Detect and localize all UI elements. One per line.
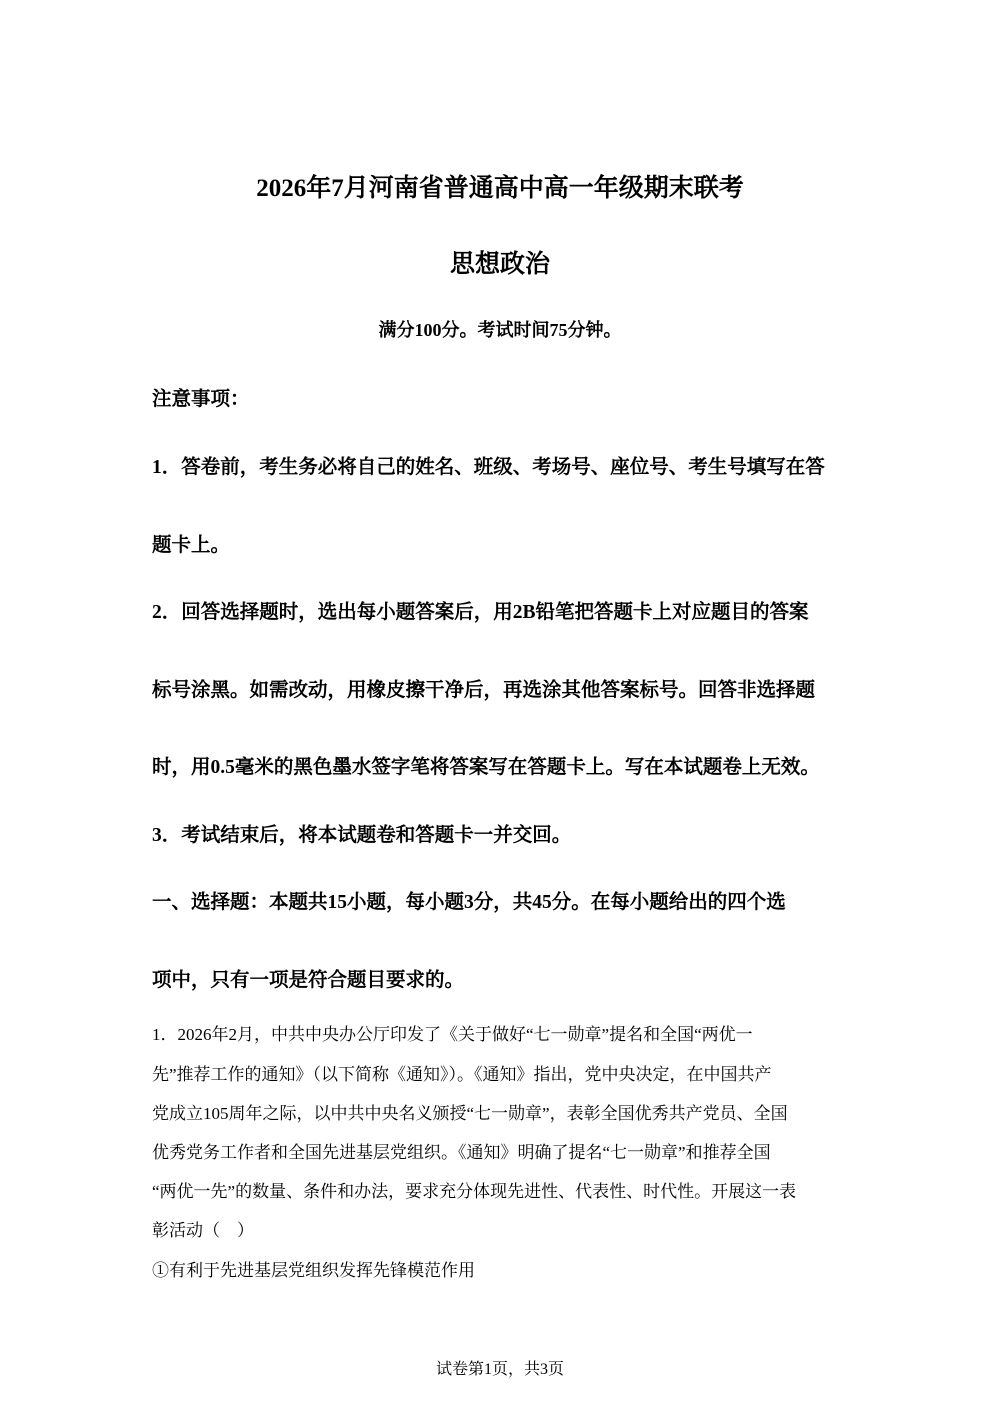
question-line: 党成立105周年之际，以中共中央名义颁授“七一勋章”，表彰全国优秀共产党员、全国 — [152, 1104, 788, 1123]
exam-title: 2026年7月河南省普通高中高一年级期末联考 — [256, 175, 744, 202]
option-line: ①有利于先进基层党组织发挥先锋模范作用 — [152, 1261, 475, 1280]
notice-line: 时，用0.5毫米的黑色墨水签字笔将答案写在答题卡上。写在本试题卷上无效。 — [152, 757, 820, 778]
score-time-info: 满分100分。考试时间75分钟。 — [378, 320, 622, 340]
question-line: 先”推荐工作的通知》（以下简称《通知》）。《通知》指出，党中央决定，在中国共产 — [152, 1065, 772, 1084]
question-line: 优秀党务工作者和全国先进基层党组织。《通知》明确了提名“七一勋章”和推荐全国 — [152, 1143, 771, 1162]
question-line: 彰活动（ ） — [152, 1221, 254, 1240]
notice-line: 2．回答选择题时，选出每小题答案后，用2B铅笔把答题卡上对应题目的答案 — [152, 602, 809, 623]
subject-title: 思想政治 — [449, 251, 550, 278]
section-heading: 项中，只有一项是符合题目要求的。 — [152, 970, 465, 991]
question-line: 1．2026年2月，中共中央办公厅印发了《关于做好“七一勋章”提名和全国“两优一 — [152, 1025, 753, 1044]
notice-heading: 注意事项： — [152, 389, 250, 410]
page-footer: 试卷第1页，共3页 — [435, 1361, 564, 1378]
notice-line: 1．答卷前，考生务必将自己的姓名、班级、考场号、座位号、考生号填写在答 — [152, 457, 825, 478]
question-line: “两优一先”的数量、条件和办法，要求充分体现先进性、代表性、时代性。开展这一表 — [152, 1182, 797, 1201]
notice-line: 标号涂黑。如需改动，用橡皮擦干净后，再选涂其他答案标号。回答非选择题 — [152, 680, 816, 701]
section-heading: 一、选择题：本题共15小题，每小题3分，共45分。在每小题给出的四个选 — [152, 892, 786, 913]
notice-line: 3．考试结束后，将本试题卷和答题卡一并交回。 — [152, 825, 572, 846]
notice-line: 题卡上。 — [152, 535, 231, 556]
